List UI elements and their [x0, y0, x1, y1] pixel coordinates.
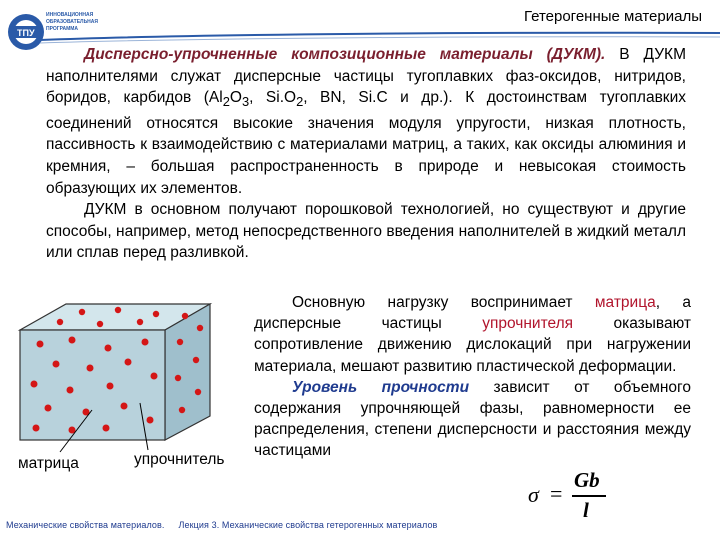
footer-course: Механические свойства материалов. — [6, 520, 165, 530]
footer — [6, 520, 437, 530]
strength-paragraph: Уровень прочности зависит от объемного содержания упрочняющей фазы, равномерности ее распределения, степени дисперсности и расстояния между частицами — [254, 378, 691, 460]
svg-text:ПРОГРАММА: ПРОГРАММА — [46, 26, 79, 32]
hardener-label: упрочнитель — [134, 451, 225, 468]
strength-formula — [520, 468, 610, 524]
load-paragraph: Основную нагрузку воспринимает матрица, а дисперсные частицы упрочнителя оказывают сопротивление движению дислокаций при нагружении материала, мешают развитию пластической деформации. — [254, 294, 691, 375]
formula-sigma: σ — [528, 482, 539, 507]
strength-term: Уровень прочности — [292, 378, 470, 396]
header-divider — [0, 30, 720, 44]
page-title: Гетерогенные материалы — [523, 8, 702, 25]
svg-text:ИННОВАЦИОННАЯ: ИННОВАЦИОННАЯ — [46, 12, 94, 18]
formula-fraction-bar — [572, 495, 606, 497]
footer-lecture: Лекция 3. Механические свойства гетерогенных материалов — [178, 520, 438, 530]
intro-paragraph-1: Дисперсно-упрочненные композиционные материалы (ДУКМ). В ДУКМ наполнителями служат дисперсные частицы тугоплавких фаз-оксидов, нитридов, боридов, карбидов ($Al_2O_3$, $Si.O_2$, BN, Si.C и др.). К достоинствам тугоплавких соединений относятся высокие значения модуля упругости, низкая плотность, пассивность к взаимодействию с материалами матриц, а таких, как оксиды алюминия и кремния, – большая распространенность в природе и невысокая стоимость образующих их элементов. — [46, 46, 687, 197]
matrix-label: матрица — [18, 455, 79, 472]
intro-lead: Дисперсно-упрочненные композиционные материалы (ДУКМ). — [84, 46, 606, 63]
hardener-term: упрочнителя — [482, 315, 574, 333]
intro-text — [46, 44, 686, 264]
matrix-term: матрица — [594, 294, 656, 311]
formula-numerator: Gb — [574, 468, 600, 492]
intro-paragraph-2: ДУКМ в основном получают порошковой технологией, но существуют и другие способы, например, метод непосредственного введения наполнителей в жидкий металл или сплав перед разливкой. — [46, 201, 686, 262]
formula-denominator: l — [583, 498, 589, 522]
right-column-text — [254, 292, 691, 462]
formula-equals: = — [550, 481, 563, 506]
logo-short: ТПУ — [17, 28, 35, 38]
svg-text:ОБРАЗОВАТЕЛЬНАЯ: ОБРАЗОВАТЕЛЬНАЯ — [46, 19, 98, 25]
